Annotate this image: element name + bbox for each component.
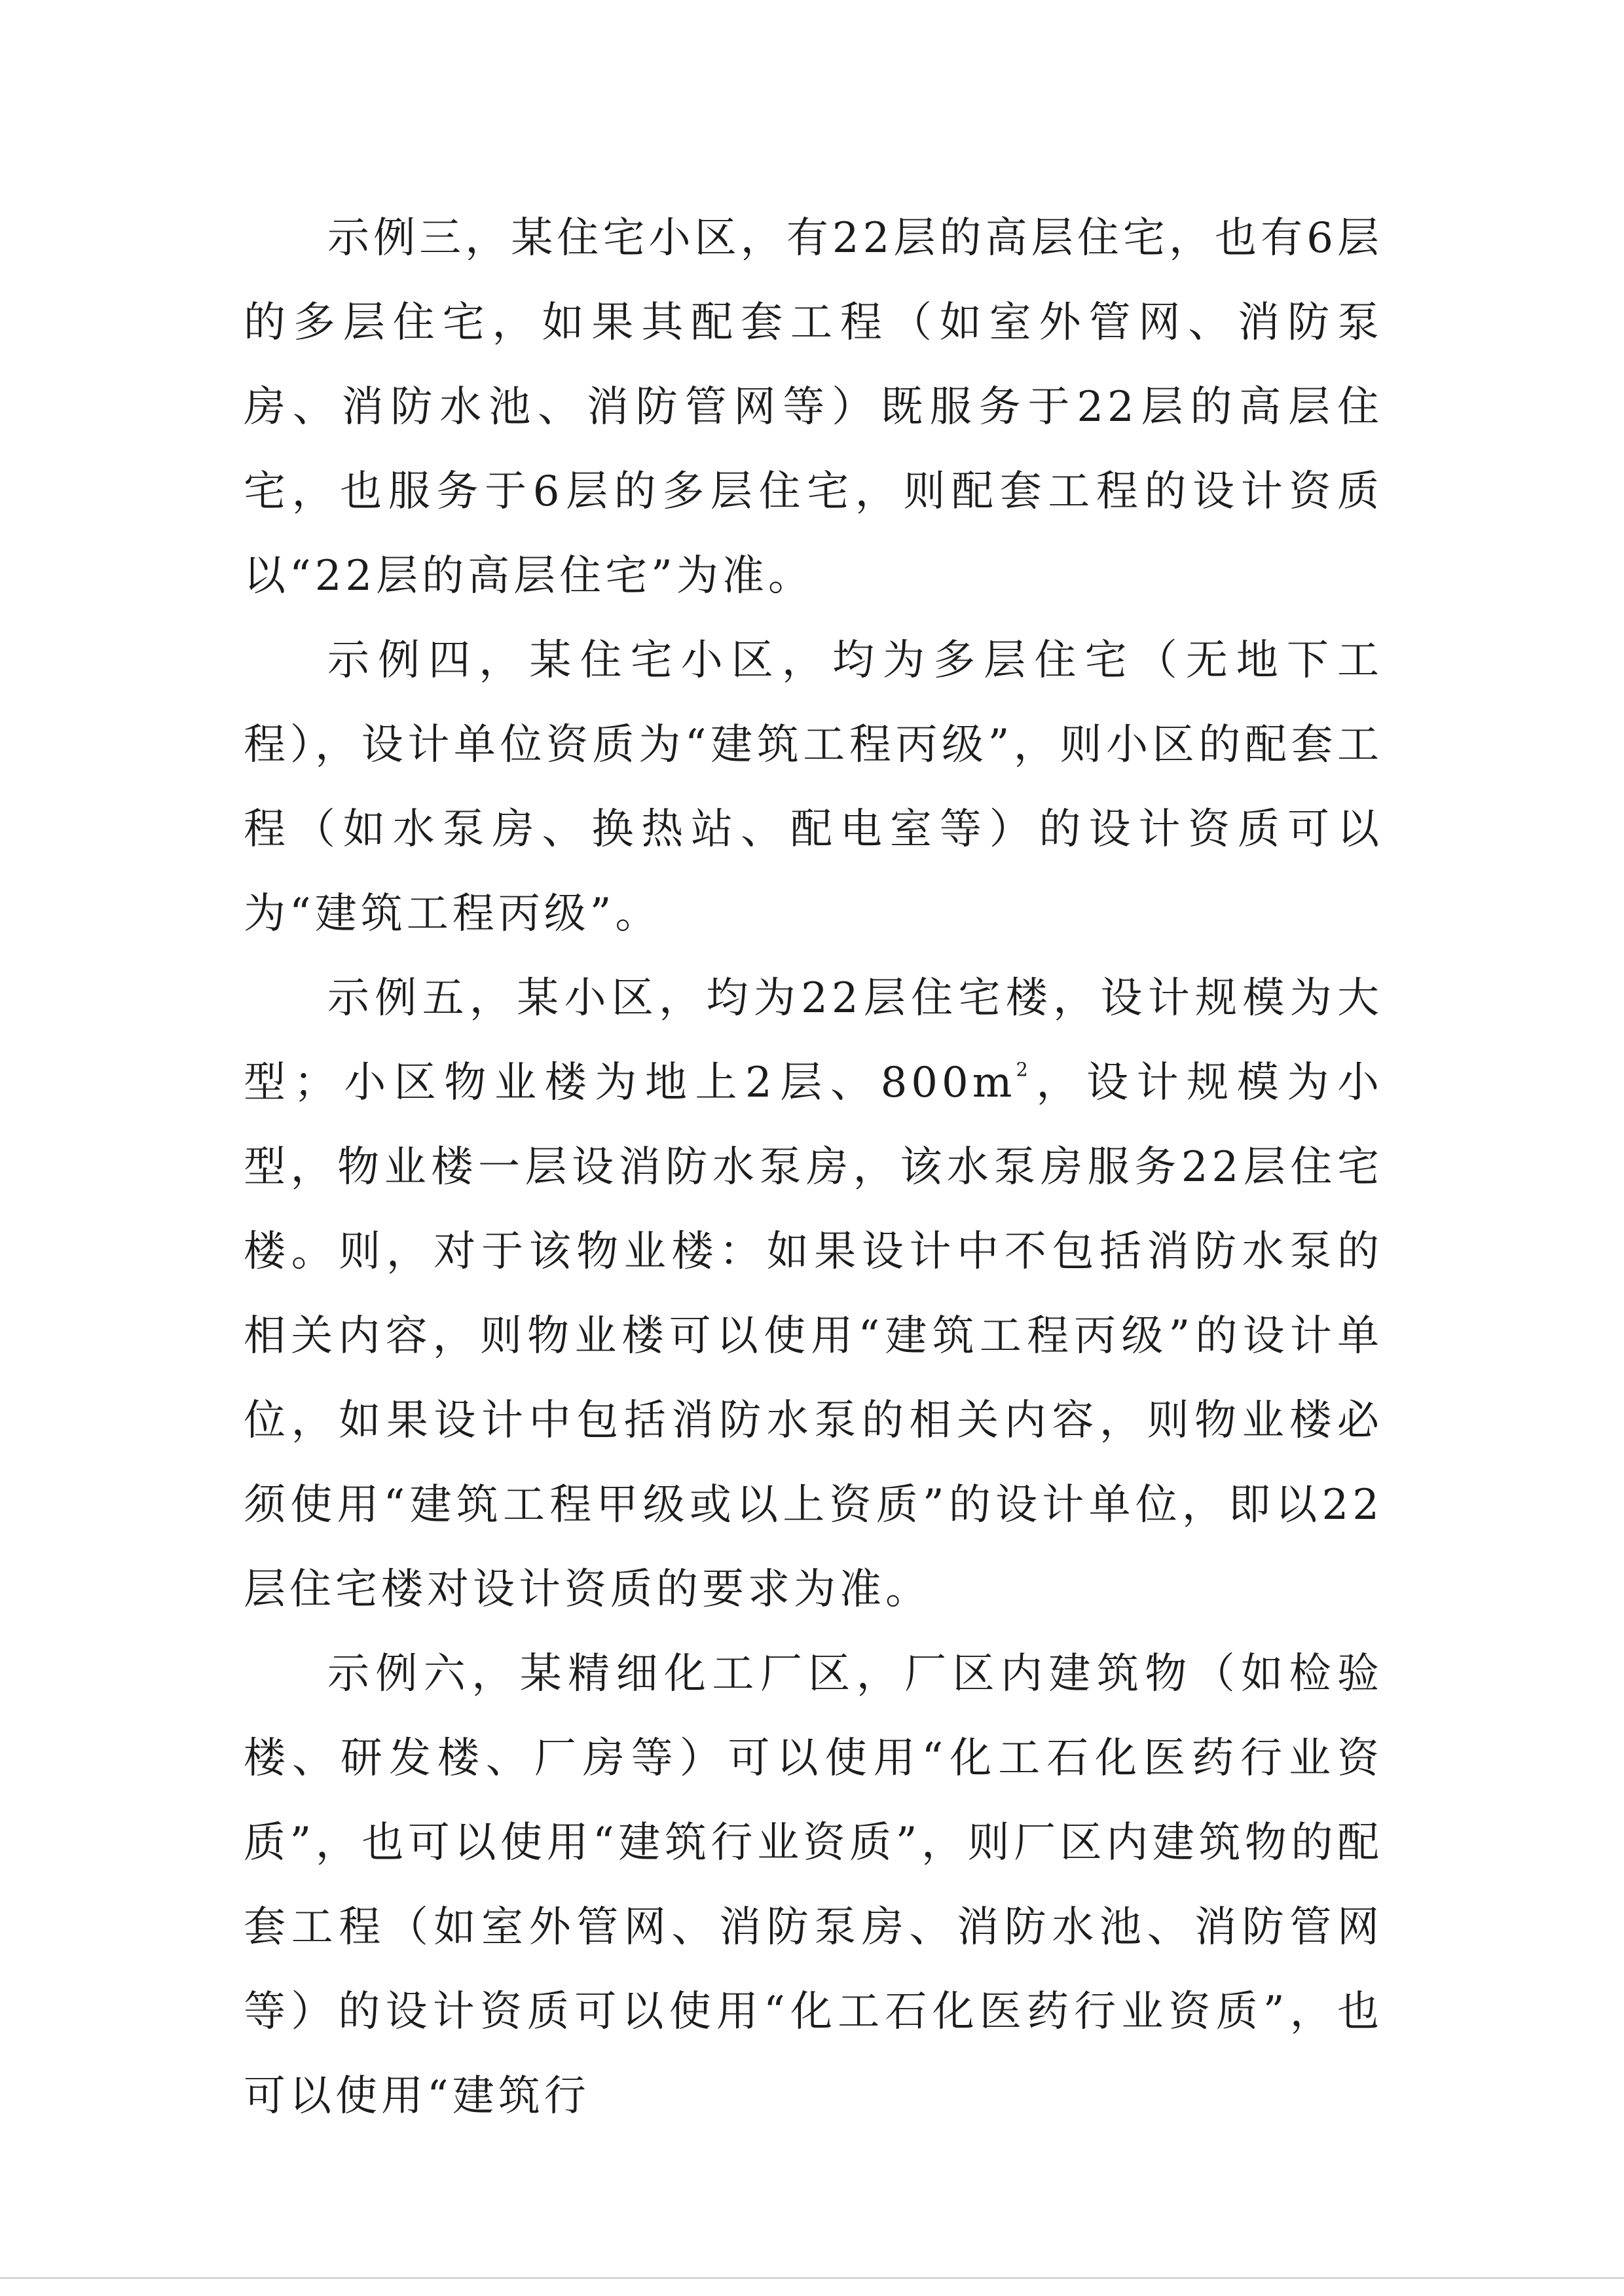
paragraph-example-5 bbox=[244, 957, 1383, 1632]
body-text bbox=[244, 196, 1383, 2139]
paragraph-example-6: 示例六，某精细化工厂区，厂区内建筑物（如检验楼、研发楼、厂房等）可以使用“化工石化医药行业资质”，也可以使用“建筑行业资质”，则厂区内建筑物的配套工程（如室外管网、消防泵房、消防水池、消防管网等）的设计资质可以使用“化工石化医药行业资质”，也可以使用“建筑行 bbox=[244, 1650, 1383, 2121]
paragraph-example-3: 示例三，某住宅小区，有22层的高层住宅，也有6层的多层住宅，如果其配套工程（如室外管网、消防泵房、消防水池、消防管网等）既服务于22层的高层住宅，也服务于6层的多层住宅，则配套工程的设计资质以“22层的高层住宅”为准。 bbox=[244, 214, 1383, 600]
paragraph-example-4: 示例四，某住宅小区，均为多层住宅（无地下工程），设计单位资质为“建筑工程丙级”，则小区的配套工程（如水泵房、换热站、配电室等）的设计资质可以为“建筑工程丙级”。 bbox=[244, 636, 1383, 938]
paragraph-example-5-part-1: 示例五，某小区，均为22层住宅楼，设计规模为大型；小区物业楼为地上2层、800m bbox=[244, 974, 1383, 1107]
square-meter-superscript: 2 bbox=[1016, 1058, 1032, 1081]
page-bottom-edge bbox=[0, 2277, 1624, 2279]
paragraph-example-5-part-2: ，设计规模为小型，物业楼一层设消防水泵房，该水泵房服务22层住宅楼。则，对于该物业楼：如果设计中不包括消防水泵的相关内容，则物业楼可以使用“建筑工程丙级”的设计单位，如果设计中包括消防水泵的相关内容，则物业楼必须使用“建筑工程甲级或以上资质”的设计单位，即以22层住宅楼对设计资质的要求为准。 bbox=[244, 1059, 1384, 1614]
